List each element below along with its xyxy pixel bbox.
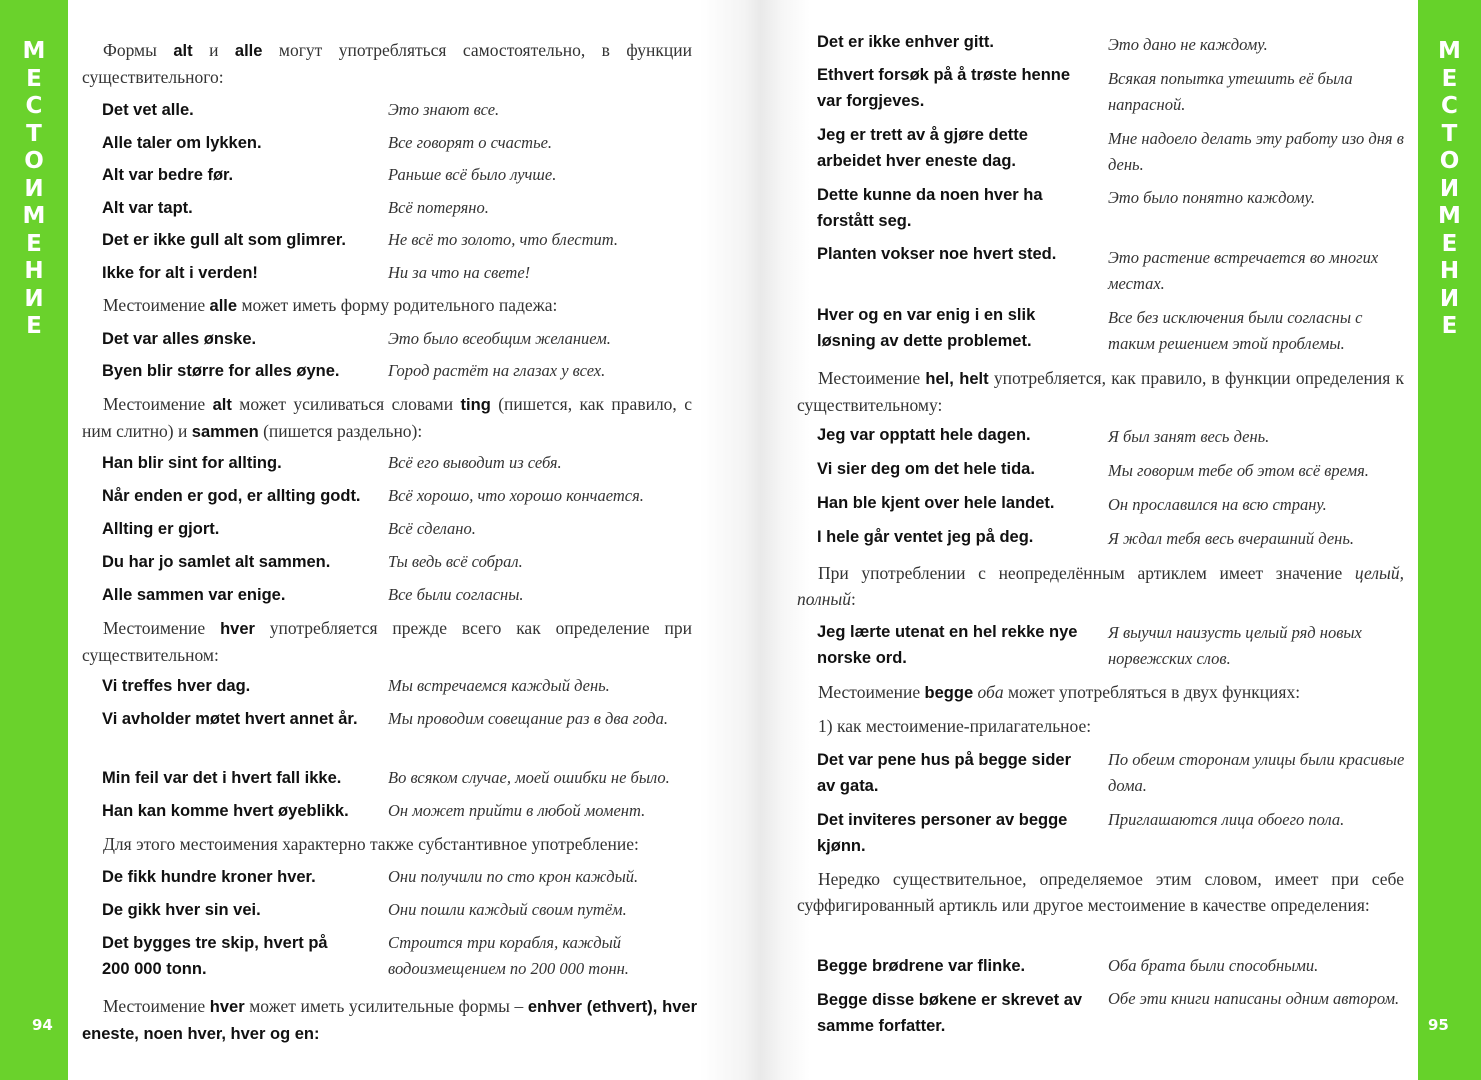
side-letter: Т	[26, 120, 42, 147]
side-letter: С	[25, 93, 43, 119]
paragraph	[82, 993, 697, 1047]
example-no: Vi sier deg om det hele tida.	[817, 460, 1035, 478]
example-ru: Они получили по сто крон каждый.	[388, 867, 639, 886]
example-no: Ethvert forsøk på å trøste henne var forgjeves.	[817, 66, 1071, 110]
example-no: Planten vokser noe hvert sted.	[817, 245, 1057, 263]
keyword: alle	[209, 297, 238, 315]
side-letter: И	[24, 175, 44, 202]
example-ru: Они пошли каждый своим путём.	[388, 900, 627, 919]
text-run: Формы	[103, 40, 174, 60]
example-ru: Это было всеобщим желанием.	[388, 329, 611, 348]
text-run: :	[850, 589, 856, 609]
example-no: Min feil var det i hvert fall ikke.	[102, 769, 342, 787]
example-ru: Мы встречаемся каждый день.	[388, 676, 610, 695]
side-letter: О	[1439, 148, 1460, 174]
paragraph: 1) как местоимение-прилагательное:	[818, 716, 1092, 736]
example-ru: Все говорят о счастье.	[388, 133, 553, 152]
side-letter: Е	[26, 230, 42, 257]
book-gutter	[700, 0, 810, 1080]
example-no: Du har jo samlet alt sammen.	[102, 553, 331, 571]
example-ru: Всякая попытка утешить её была напрасной.	[1108, 69, 1353, 114]
example-ru: Это растение встречается во многих местах.	[1108, 248, 1379, 293]
side-letter: Н	[24, 258, 44, 284]
example-no: Dette kunne da noen hver ha forstått seg.	[817, 186, 1043, 230]
text-run: При употреблении с неопределённым артиклем имеет значение	[818, 563, 1355, 583]
keyword: hel, helt	[925, 370, 989, 388]
side-letter: И	[24, 285, 44, 312]
example-no: Det var alles ønske.	[102, 330, 257, 348]
side-letter: И	[1439, 175, 1460, 202]
example-ru: Он прославился на всю страну.	[1108, 495, 1327, 514]
example-no: I hele går ventet jeg på deg.	[817, 528, 1034, 546]
example-ru: Ни за что на свете!	[388, 263, 531, 282]
italic-text: оба	[973, 682, 1004, 702]
side-letter: М	[22, 203, 46, 229]
side-letter: Т	[1441, 120, 1458, 147]
example-ru: Строится три корабля, каждый водоизмещением по 200 000 тонн.	[388, 933, 629, 978]
example-ru: Все были согласны.	[388, 585, 524, 604]
page-number-right: 95	[1428, 1016, 1449, 1034]
side-letter: Е	[1441, 313, 1458, 339]
example-ru: Он может прийти в любой момент.	[388, 801, 646, 820]
example-no: Når enden er god, er allting godt.	[102, 487, 361, 505]
paragraph	[82, 391, 692, 445]
keyword: begge	[924, 684, 974, 702]
paragraph: Для этого местоимения характерно также субстантивное употребление:	[103, 834, 639, 854]
example-no: Det vet alle.	[102, 101, 194, 119]
side-letter: Е	[26, 313, 42, 339]
example-ru: Город растёт на глазах у всех.	[388, 361, 606, 380]
keyword: sammen	[191, 423, 259, 441]
paragraph: Нередко существительное, определяемое этим словом, имеет при себе суффигированный артикль или другое местоимение в качестве определения:	[797, 869, 1404, 915]
paragraph	[797, 365, 1404, 418]
side-letter: Е	[26, 65, 42, 92]
example-no: Begge brødrene var flinke.	[817, 957, 1026, 975]
example-no: Ikke for alt i verden!	[102, 264, 258, 282]
example-ru: Мы говорим тебе об этом всё время.	[1108, 461, 1369, 480]
example-no: Jeg er trett av å gjøre dette arbeidet hver eneste dag.	[817, 126, 1028, 170]
side-title-left	[0, 38, 68, 341]
example-ru: Ты ведь всё собрал.	[388, 552, 523, 571]
example-no: Alle taler om lykken.	[102, 134, 262, 152]
example-ru: Обе эти книги написаны одним автором.	[1108, 989, 1400, 1008]
side-title-right	[1418, 38, 1481, 341]
example-ru: Раньше всё было лучше.	[388, 165, 557, 184]
example-no: Alt var tapt.	[102, 199, 193, 217]
text-run: Местоимение	[818, 368, 926, 388]
example-ru: Всё его выводит из себя.	[388, 453, 562, 472]
example-ru: Не всё то золото, что блестит.	[388, 230, 618, 249]
text-run: Местоимение	[103, 996, 210, 1016]
text-run: Местоимение	[103, 394, 213, 414]
example-no: Han ble kjent over hele landet.	[817, 494, 1055, 512]
side-letter: М	[1438, 203, 1461, 229]
keyword: alt	[173, 42, 193, 60]
example-no: Det er ikke gull alt som glimrer.	[102, 231, 346, 249]
side-letter: Е	[1441, 65, 1458, 92]
text-run: употребляется, как правило, в функции определения к существительному:	[797, 368, 1405, 415]
paragraph	[797, 679, 1404, 706]
text-run: могут употребляться самостоятельно, в функции существительного:	[82, 40, 692, 87]
example-ru: Приглашаются лица обоего пола.	[1108, 810, 1345, 829]
example-ru: По обеим сторонам улицы были красивые дома.	[1108, 750, 1405, 795]
example-no: Vi treffes hver dag.	[102, 677, 251, 695]
text-run: может употребляться в двух функциях:	[1003, 682, 1301, 702]
page-number-left: 94	[32, 1016, 53, 1034]
example-no: De fikk hundre kroner hver.	[102, 868, 316, 886]
keyword: hver	[209, 998, 245, 1016]
keyword: enhver (ethvert), hver eneste, noen hver, hver og en:	[82, 998, 697, 1043]
side-letter: Н	[1439, 258, 1460, 284]
text-run: (пишется, как правило, с ним слитно) и	[82, 394, 693, 441]
text-run: Местоимение	[103, 618, 221, 638]
side-letter: М	[1438, 38, 1461, 64]
paragraph	[82, 615, 692, 668]
example-no: Byen blir større for alles øyne.	[102, 362, 340, 380]
example-ru: Я ждал тебя весь вчерашний день.	[1108, 529, 1354, 548]
example-ru: Я выучил наизусть целый ряд новых норвежских слов.	[1108, 623, 1362, 668]
paragraph	[82, 37, 692, 90]
example-ru: Всё потеряно.	[388, 198, 489, 217]
example-ru: Всё сделано.	[388, 519, 476, 538]
side-letter: И	[1439, 285, 1460, 312]
paragraph	[82, 292, 692, 319]
keyword: hver	[220, 620, 255, 638]
example-no: Han blir sint for allting.	[102, 454, 282, 472]
example-no: Det bygges tre skip, hvert på 200 000 tonn.	[102, 934, 328, 978]
example-ru: Всё хорошо, что хорошо кончается.	[388, 486, 644, 505]
example-no: Det inviteres personer av begge kjønn.	[817, 811, 1068, 855]
paragraph	[797, 560, 1404, 612]
example-ru: Все без исключения были согласны с таким решением этой проблемы.	[1108, 308, 1363, 353]
text-run: может иметь форму родительного падежа:	[237, 295, 558, 315]
example-no: Alle sammen var enige.	[102, 586, 286, 604]
text-run: Местоимение	[103, 295, 210, 315]
side-letter: С	[1441, 93, 1458, 119]
text-run: и	[192, 40, 235, 60]
example-ru: Это дано не каждому.	[1108, 35, 1268, 54]
example-no: Det er ikke enhver gitt.	[817, 33, 994, 51]
example-no: Begge disse bøkene er skrevet av samme forfatter.	[817, 991, 1083, 1035]
side-letter: М	[22, 38, 46, 64]
example-no: Allting er gjort.	[102, 520, 220, 538]
text-run: употребляется прежде всего как определение при существительном:	[82, 618, 693, 665]
example-ru: Это было понятно каждому.	[1108, 188, 1315, 207]
side-letter: О	[24, 148, 44, 174]
example-ru: Это знают все.	[388, 100, 500, 119]
example-no: Det var pene hus på begge sider av gata.	[817, 751, 1071, 795]
keyword: ting	[460, 396, 491, 414]
example-ru: Во всяком случае, моей ошибки не было.	[388, 768, 670, 787]
keyword: alt	[212, 396, 232, 414]
example-ru: Я был занят весь день.	[1108, 427, 1270, 446]
side-letter: Е	[1441, 230, 1458, 257]
example-no: Jeg var opptatt hele dagen.	[817, 426, 1031, 444]
example-ru: Оба брата были способными.	[1108, 956, 1319, 975]
text-run: может усиливаться словами	[231, 394, 461, 414]
example-no: Vi avholder møtet hvert annet år.	[102, 710, 358, 728]
text-run: Местоимение	[818, 682, 925, 702]
example-no: De gikk hver sin vei.	[102, 901, 261, 919]
text-run: может иметь усилительные формы –	[244, 996, 528, 1016]
example-ru: Мне надоело делать эту работу изо дня в день.	[1108, 129, 1404, 174]
example-no: Han kan komme hvert øyeblikk.	[102, 802, 349, 820]
example-no: Hver og en var enig i en slik løsning av dette problemet.	[817, 306, 1036, 350]
example-no: Jeg lærte utenat en hel rekke nye norske ord.	[817, 623, 1078, 667]
italic-text: целый, полный	[797, 563, 1404, 609]
text-run: (пишется раздельно):	[258, 421, 423, 441]
example-ru: Мы проводим совещание раз в два года.	[388, 709, 668, 728]
keyword: alle	[234, 42, 263, 60]
example-no: Alt var bedre før.	[102, 166, 234, 184]
